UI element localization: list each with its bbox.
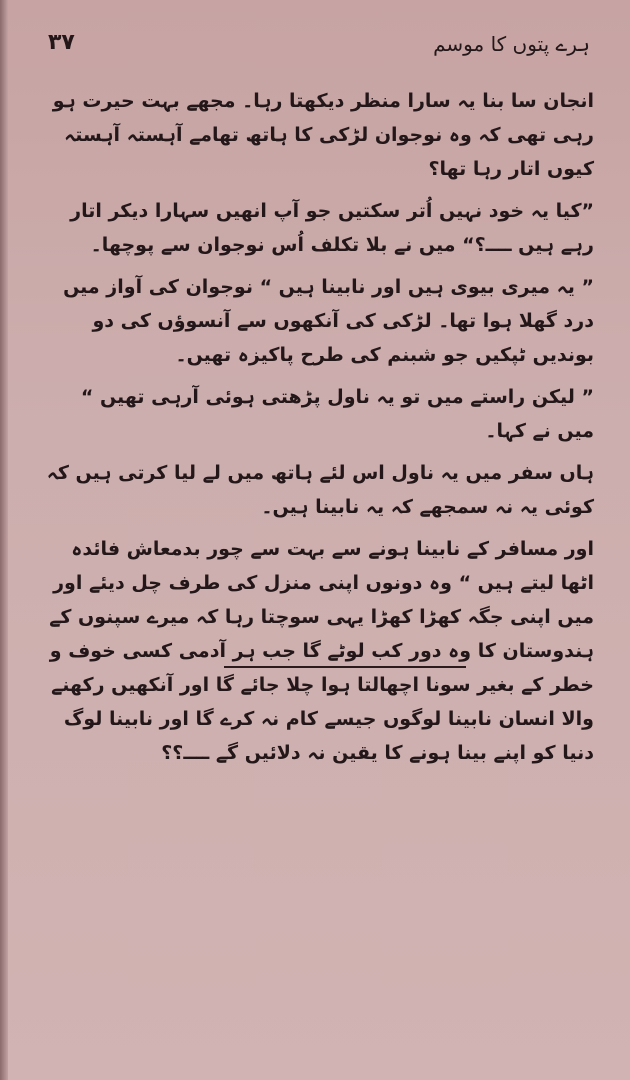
- paragraph: ” لیکن راستے میں تو یہ ناول پڑھتی ہوئی آرہی تھیں “ میں نے کہا۔: [80, 386, 594, 442]
- paragraph: ہاں سفر میں یہ ناول اس لئے ہاتھ میں لے لیا کرتی ہیں کہ کوئی یہ نہ سمجھے کہ یہ نابینا ہیں۔: [46, 462, 594, 518]
- paragraph: اور مسافر کے نابینا ہونے سے بہت سے چور بدمعاش فائدہ اٹھا لیتے ہیں “ وہ دونوں اپنی منزل کی طرف چل دیئے اور میں اپنی جگہ کھڑا کھڑا یہی سوچتا رہا کہ میرے سپنوں کے ہندوستان کا وہ دور کب لوٹے گا جب ہر آدمی کسی خوف و خطر کے بغیر سونا اچھالتا ہوا چلا جائے گا اور آنکھیں رکھنے والا انسان نابینا لوگوں جیسے کام نہ کرے گا اور نابینا لوگ دنیا کو اپنے بینا ہونے کا یقین نہ دلائیں گے ــــ؟؟: [49, 538, 594, 764]
- paragraph: ”کیا یہ خود نہیں اُتر سکتیں جو آپ انھیں سہارا دیکر اتار رہے ہیں ــــ؟“ میں نے بلا تکلف اُس نوجوان سے پوچھا۔: [70, 200, 594, 256]
- page-number: ۳۷: [48, 30, 75, 55]
- paragraph: ” یہ میری بیوی ہیں اور نابینا ہیں “ نوجوان کی آواز میں درد گھلا ہوا تھا۔ لڑکی کی آنکھوں سے آنسوؤں کی دو بوندیں ٹپکیں جو شبنم کی طرح پاکیزہ تھیں۔: [63, 276, 594, 366]
- body-text: [40, 84, 594, 778]
- page-header: [48, 30, 590, 66]
- page-spine-edge: [0, 0, 8, 1080]
- paragraph: انجان سا بنا یہ سارا منظر دیکھتا رہا۔ مجھے بہت حیرت ہو رہی تھی کہ وہ نوجوان لڑکی کا ہاتھ تھامے آہستہ آہستہ کیوں اتار رہا تھا؟: [52, 90, 594, 180]
- section-end-rule: [224, 666, 466, 668]
- running-title: ہرے پتوں کا موسم: [433, 32, 590, 56]
